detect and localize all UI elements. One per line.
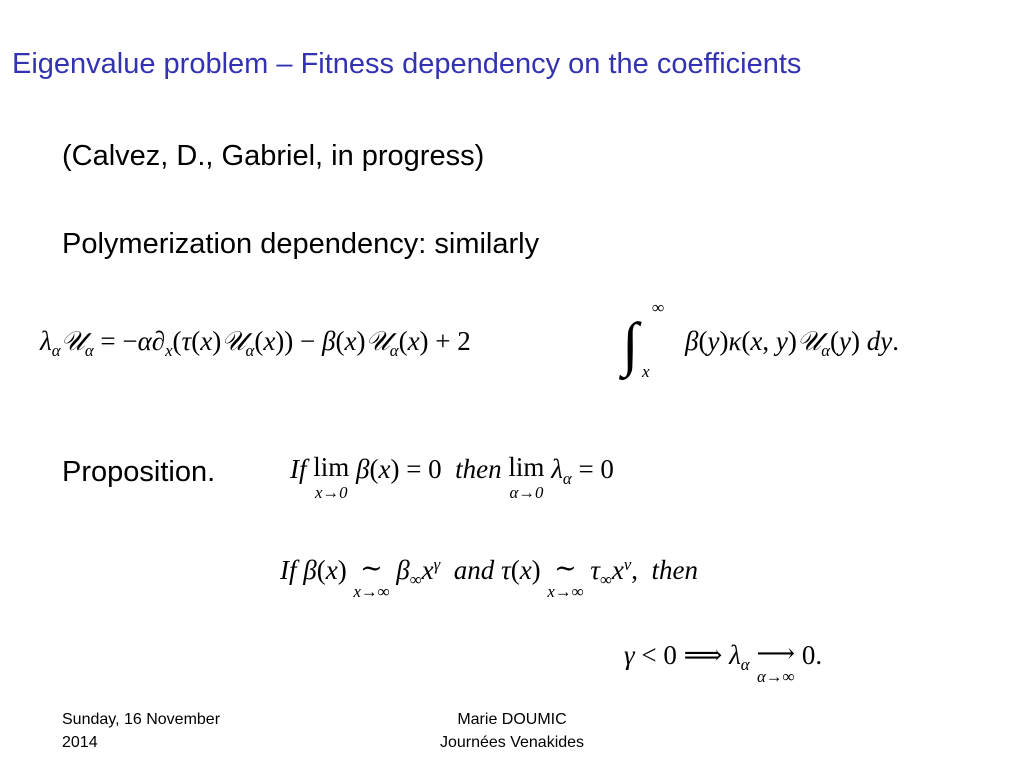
subtitle: Polymerization dependency: similarly <box>62 228 540 260</box>
proposition-label: Proposition. <box>62 456 216 488</box>
slide-title: Eigenvalue problem – Fitness dependency on the coefficients <box>12 48 802 80</box>
and-keyword: and <box>453 555 495 585</box>
asymptotic-sim-1: ∼ x→∞ <box>353 553 390 601</box>
limit-arrow: ⟶ α→∞ <box>756 638 796 686</box>
then-keyword-2: then <box>651 555 699 585</box>
if-keyword: If <box>290 454 307 484</box>
proposition-line-2: If β(x) ∼ x→∞ $\beta_\infty x^\gamma$ and τ(x) ∼ x→∞ $\tau_\infty x^\nu$, then <box>280 553 699 601</box>
asymptotic-sim-2: ∼ x→∞ <box>547 553 584 601</box>
limit-alpha-to-0: lim α→0 <box>508 452 545 502</box>
limit-x-to-0: lim x→0 <box>313 452 350 502</box>
citation: (Calvez, D., Gabriel, in progress) <box>62 140 485 172</box>
equation-lhs: $\lambda_\alpha 𝒰_\alpha$ = $-\alpha\partial_x(\tau(x)𝒰_\alpha(x))$ − β(x)𝒰$_\alpha$(x) + 2 <box>40 326 471 360</box>
implies-arrow: ⟹ <box>683 640 723 670</box>
then-keyword: then <box>455 454 502 484</box>
integral-upper: ∞ <box>652 298 665 317</box>
main-equation <box>40 298 970 388</box>
footer-date: Sunday, 16 November 2014 <box>62 711 221 751</box>
proposition-line-3: γ < 0 ⟹ $\lambda_\alpha$ ⟶ α→∞ 0. <box>624 638 823 686</box>
integral-sign: ∫ <box>622 311 639 377</box>
integral-lower: x <box>642 362 650 381</box>
if-keyword-2: If <box>280 555 297 585</box>
equation-integrand: β(y)κ(x, y)𝒰$_\alpha$(y) dy. <box>685 326 899 360</box>
proposition-line-1: If lim x→0 β(x) = 0 then lim α→0 $\lambda_\alpha = 0$ <box>290 452 614 502</box>
footer-author: Marie DOUMIC Journées Venakides <box>439 711 585 751</box>
